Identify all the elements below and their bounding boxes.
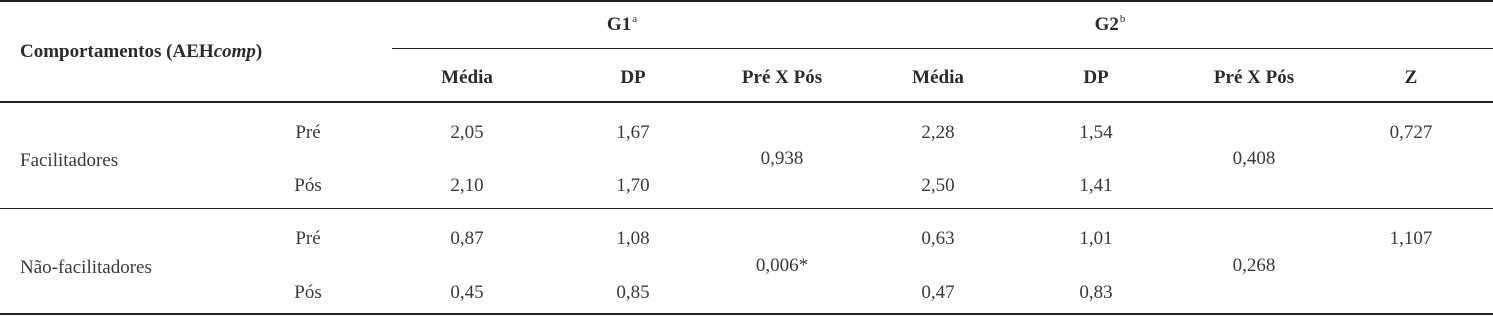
header-bottom-rule (0, 101, 1493, 103)
table-cell: 2,10 (450, 175, 484, 196)
row-category-label: Facilitadores (20, 150, 119, 171)
table-cell: 0,63 (921, 228, 955, 249)
top-rule (0, 0, 1493, 2)
table-cell-pvalue: 0,938 (760, 148, 804, 169)
col-header-g2-media: Média (912, 67, 964, 88)
table-cell: 0,87 (450, 228, 484, 249)
table-cell: 2,28 (921, 122, 955, 143)
table-cell-pvalue: 0,268 (1232, 255, 1276, 276)
bottom-rule (0, 313, 1493, 315)
table-cell: 2,05 (450, 122, 484, 143)
group-header-g1: G1$^a$ (606, 13, 638, 35)
table-cell: 0,45 (450, 282, 484, 303)
row-divider-rule (0, 208, 1493, 209)
table-cell-z: 1,107 (1389, 228, 1433, 249)
group-header-g2: G2$^b$ (1094, 13, 1126, 35)
col-header-g2-dp: DP (1083, 67, 1109, 88)
col-header-g1-dp: DP (620, 67, 646, 88)
table-cell: 1,41 (1079, 175, 1113, 196)
row-phase-label: Pré (295, 228, 321, 249)
table-cell-pvalue: 0,408 (1232, 148, 1276, 169)
row-phase-label: Pré (295, 122, 321, 143)
table-cell-pvalue: 0,006* (755, 255, 809, 276)
table-cell: 1,54 (1079, 122, 1113, 143)
table-cell-z: 0,727 (1389, 122, 1433, 143)
table-cell: 0,47 (921, 282, 955, 303)
group-rule (392, 48, 1493, 49)
table-cell: 1,01 (1079, 228, 1113, 249)
table-cell: 1,70 (616, 175, 650, 196)
table-cell: 1,08 (616, 228, 650, 249)
row-category-label: Não-facilitadores (20, 257, 152, 278)
col-header-g1-media: Média (441, 67, 493, 88)
table-cell: 0,85 (616, 282, 650, 303)
col-header-z: Z (1404, 67, 1418, 88)
table-cell: 2,50 (921, 175, 955, 196)
row-phase-label: Pós (294, 282, 322, 303)
table-cell: 0,83 (1079, 282, 1113, 303)
col-header-g1-pre-x-pos: Pré X Pós (741, 67, 823, 88)
row-phase-label: Pós (294, 175, 322, 196)
table-cell: 1,67 (616, 122, 650, 143)
col-header-g2-pre-x-pos: Pré X Pós (1213, 67, 1295, 88)
stub-header: Comportamentos (AEHcomp) (20, 41, 263, 62)
